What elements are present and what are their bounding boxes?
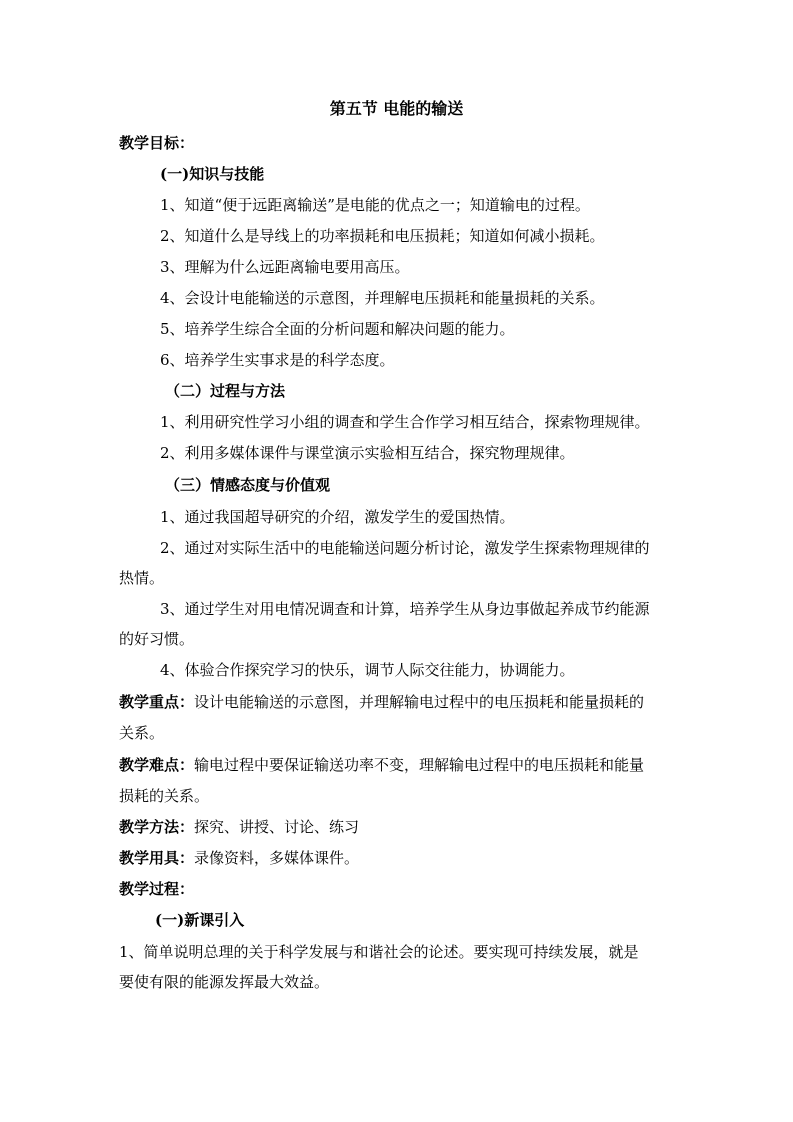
emotion-heading: （三）情感态度与价值观 (165, 476, 331, 494)
knowledge-item: 3、理解为什么远距离输电要用高压。 (160, 258, 410, 276)
teaching-method (119, 817, 359, 837)
knowledge-heading: (一)知识与技能 (160, 165, 265, 183)
emotion-item: 4、体验合作探究学习的快乐，调节人际交往能力，协调能力。 (160, 661, 575, 679)
emotion-item: 1、通过我国超导研究的介绍，激发学生的爱国热情。 (160, 508, 515, 526)
page-title: 第五节 电能的输送 (329, 99, 464, 118)
difficult-point-continuation: 损耗的关系。 (119, 787, 210, 805)
teaching-method-text: 探究、讲授、讨论、练习 (194, 818, 360, 836)
intro-item: 1、简单说明总理的关于科学发展与和谐社会的论述。要实现可持续发展，就是 (119, 943, 639, 961)
emotion-item: 3、通过学生对用电情况调查和计算，培养学生从身边事做起养成节约能源 (160, 600, 650, 618)
teaching-tools-text: 录像资料，多媒体课件。 (194, 849, 360, 867)
intro-heading: (一)新课引入 (155, 911, 245, 929)
knowledge-item: 2、知道什么是导线上的功率损耗和电压损耗；知道如何减小损耗。 (160, 227, 605, 245)
teaching-tools-label: 教学用具： (119, 849, 195, 867)
process-heading: （二）过程与方法 (165, 382, 286, 400)
process-item: 1、利用研究性学习小组的调查和学生合作学习相互结合，探索物理规律。 (160, 413, 650, 431)
difficult-point-text: 输电过程中要保证输送功率不变，理解输电过程中的电压损耗和能量 (194, 756, 645, 774)
key-point-label: 教学重点： (119, 693, 195, 711)
difficult-point-label: 教学难点： (119, 756, 195, 774)
key-point-continuation: 关系。 (119, 724, 165, 742)
knowledge-item: 6、培养学生实事求是的科学态度。 (160, 351, 395, 369)
teaching-process-heading: 教学过程： (119, 880, 195, 898)
key-point (119, 692, 644, 712)
emotion-item-continuation: 的好习惯。 (119, 630, 195, 648)
teaching-method-label: 教学方法： (119, 818, 195, 836)
intro-item-continuation: 要使有限的能源发挥最大效益。 (119, 973, 330, 991)
difficult-point (119, 755, 644, 775)
emotion-item-continuation: 热情。 (119, 569, 165, 587)
knowledge-item: 4、会设计电能输送的示意图，并理解电压损耗和能量损耗的关系。 (160, 289, 605, 307)
knowledge-item: 1、知道“便于远距离输送”是电能的优点之一；知道输电的过程。 (160, 196, 590, 214)
knowledge-item: 5、培养学生综合全面的分析问题和解决问题的能力。 (160, 320, 515, 338)
key-point-text: 设计电能输送的示意图，并理解输电过程中的电压损耗和能量损耗的 (194, 693, 645, 711)
emotion-item: 2、通过对实际生活中的电能输送问题分析讨论，激发学生探索物理规律的 (160, 539, 650, 557)
process-item: 2、利用多媒体课件与课堂演示实验相互结合，探究物理规律。 (160, 444, 575, 462)
teaching-tools (119, 848, 359, 868)
objectives-heading: 教学目标： (119, 134, 195, 152)
